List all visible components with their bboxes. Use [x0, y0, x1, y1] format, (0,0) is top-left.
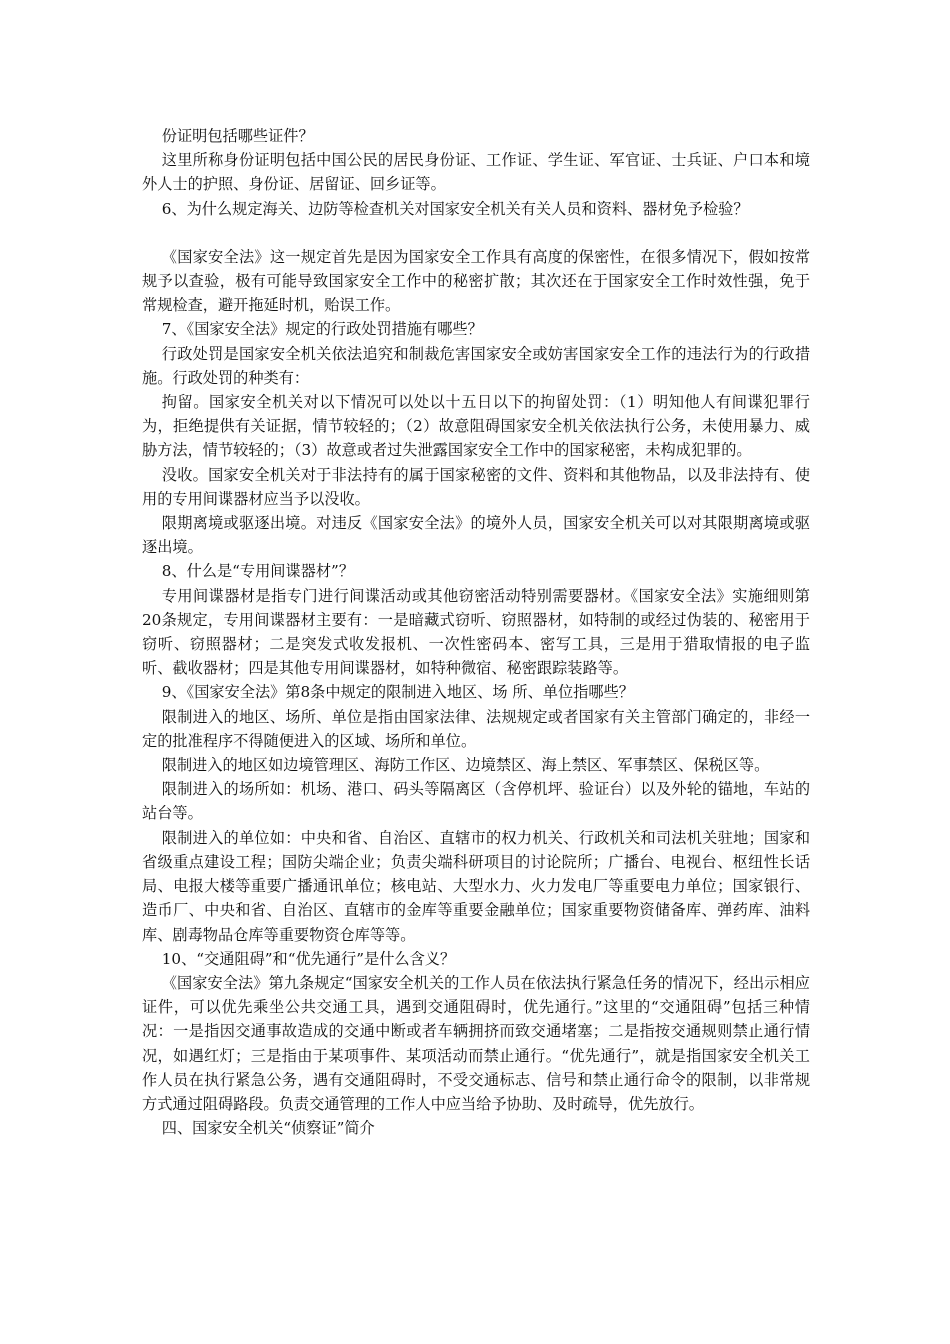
heading-q6: 6、为什么规定海关、边防等检查机关对国家安全机关有关人员和资料、器材免予检验？: [161, 199, 749, 218]
paragraph-q7-intro: 行政处罚是国家安全机关依法追究和制裁危害国家安全或妨害国家安全工作的违法行为的行政措施。行政处罚的种类有：: [142, 344, 810, 387]
paragraph-q6-answer: 《国家安全法》这一规定首先是因为国家安全工作具有高度的保密性，在很多情况下，假如按常规予以查验，极有可能导致国家安全工作中的秘密扩散；其次还在于国家安全工作时效性强，免于常规检查，避开拖延时机，贻误工作。: [142, 247, 810, 315]
paragraph-q9-places: 限制进入的场所如：机场、港口、码头等隔离区（含停机坪、验证台）以及外轮的锚地，车站的站台等。: [142, 780, 810, 823]
paragraph-q7-expulsion: 限期离境或驱逐出境。对违反《国家安全法》的境外人员，国家安全机关可以对其限期离境或驱逐出境。: [142, 514, 810, 557]
heading-q9: 9、《国家安全法》第8条中规定的限制进入地区、场 所、单位指哪些？: [161, 683, 634, 702]
paragraph-q9-definition: 限制进入的地区、场所、单位是指由国家法律、法规规定或者国家有关主管部门确定的，非经一定的批准程序不得随便进入的区域、场所和单位。: [142, 707, 810, 750]
paragraph-q10-answer: 《国家安全法》第九条规定“国家安全机关的工作人员在依法执行紧急任务的情况下，经出示相应证件，可以优先乘坐公共交通工具，遇到交通阻碍时，优先通行。”这里的“交通阻碍”包括三种情况：一是指因交通事故造成的交通中断或者车辆拥挤而致交通堵塞；二是指按交通规则禁止通行情况，如遇红灯；三是指由于某项事件、某项活动而禁止通行。“优先通行”，就是指国家安全机关工作人员在执行紧急公务，遇有交通阻碍时，不受交通标志、信号和禁止通行命令的限制，以非常规方式通过阻碍路段。负责交通管理的工作人中应当给予协助、及时疏导，优先放行。: [142, 973, 810, 1113]
paragraph-id-answer: 这里所称身份证明包括中国公民的居民身份证、工作证、学生证、军官证、士兵证、户口本和境外人士的护照、身份证、居留证、回乡证等。: [142, 151, 810, 194]
paragraph-q9-units: 限制进入的单位如：中央和省、自治区、直辖市的权力机关、行政机关和司法机关驻地；国家和省级重点建设工程；国防尖端企业；负责尖端科研项目的讨论院所；广播台、电视台、枢纽性长话局、电报大楼等重要广播通讯单位；核电站、大型水力、火力发电厂等重要电力单位；国家银行、造币厂、中央和省、自治区、直辖市的金库等重要金融单位；国家重要物资储备库、弹药库、油料库、剧毒物品仓库等重要物资仓库等等。: [142, 828, 810, 944]
paragraph-q9-areas: 限制进入的地区如边境管理区、海防工作区、边境禁区、海上禁区、军事禁区、保税区等。: [161, 756, 770, 775]
heading-q7: 7、《国家安全法》规定的行政处罚措施有哪些？: [161, 320, 483, 339]
heading-q10: 10、“交通阻碍”和“优先通行”是什么含义？: [161, 949, 456, 968]
document-body: [142, 124, 810, 1140]
paragraph-q8-answer: 专用间谍器材是指专门进行间谍活动或其他窃密活动特别需要器材。《国家安全法》实施细则第20条规定，专用间谍器材主要有：一是暗藏式窃听、窃照器材，如特制的或经过伪装的、秘密用于窃听、窃照器材；二是突发式收发报机、一次性密码本、密写工具，三是用于猎取情报的电子监听、截收器材；四是其他专用间谍器材，如特种微宿、秘密跟踪装路等。: [142, 586, 810, 678]
paragraph-q7-detention: 拘留。国家安全机关对以下情况可以处以十五日以下的拘留处罚：（1）明知他人有间谍犯罪行为，拒绝提供有关证据，情节较轻的；（2）故意阻碍国家安全机关依法执行公务，未使用暴力、威胁方法，情节较轻的；（3）故意或者过失泄露国家安全工作中的国家秘密，未构成犯罪的。: [142, 393, 810, 460]
blank-line: [142, 221, 810, 245]
heading-q8: 8、什么是“专用间谍器材”？: [161, 562, 355, 581]
section-heading-4: 四、国家安全机关“侦察证”简介: [161, 1119, 375, 1138]
paragraph-q7-confiscation: 没收。国家安全机关对于非法持有的属于国家秘密的文件、资料和其他物品，以及非法持有、使用的专用间谍器材应当予以没收。: [142, 465, 810, 508]
paragraph-id-question-tail: 份证明包括哪些证件？: [161, 127, 314, 145]
